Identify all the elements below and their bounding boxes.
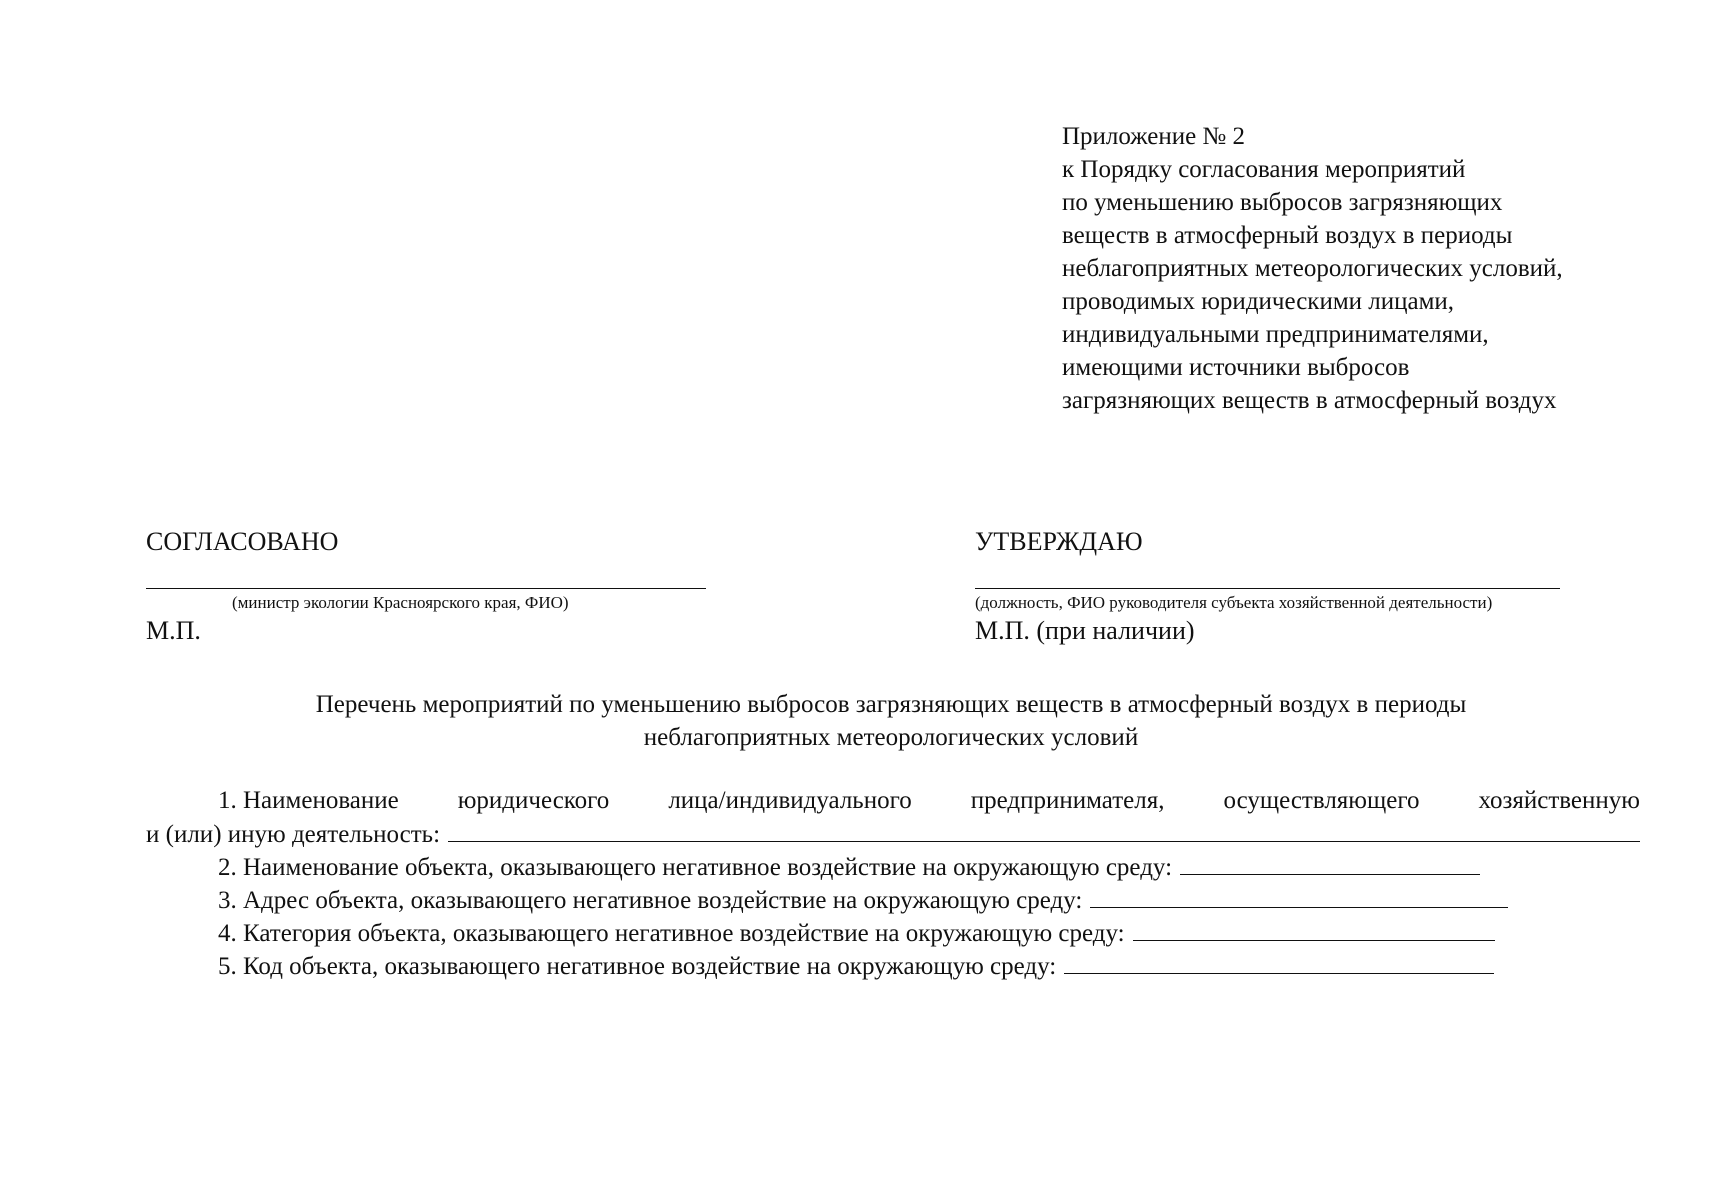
- item-1-line-2: [146, 817, 1640, 850]
- item-5-blank-field[interactable]: [1064, 949, 1494, 974]
- item-1-blank-field[interactable]: [448, 817, 1640, 842]
- appendix-line: к Порядку согласования мероприятий: [1062, 156, 1466, 183]
- document-title-line-1: Перечень мероприятий по уменьшению выбросов загрязняющих веществ в атмосферный воздух в периоды: [315, 691, 1467, 718]
- approve-heading: УТВЕРЖДАЮ: [975, 527, 1143, 556]
- agreed-signature-line: [146, 588, 706, 589]
- approve-signature-line: [975, 588, 1560, 589]
- agreed-stamp: М.П.: [146, 616, 201, 645]
- appendix-line: веществ в атмосферный воздух в периоды: [1062, 222, 1513, 249]
- agreed-heading: СОГЛАСОВАНО: [146, 527, 339, 556]
- item-2-blank-field[interactable]: [1180, 850, 1480, 875]
- item-1-word: хозяйственную: [1478, 787, 1640, 814]
- document-title-line-2: неблагоприятных метеорологических условий: [643, 724, 1139, 751]
- item-3-label: 3. Адрес объекта, оказывающего негативное воздействие на окружающую среду:: [218, 887, 1083, 914]
- approve-caption: (должность, ФИО руководителя субъекта хозяйственной деятельности): [975, 593, 1493, 612]
- appendix-line: загрязняющих веществ в атмосферный воздух: [1062, 387, 1557, 414]
- appendix-line: индивидуальными предпринимателями,: [1062, 321, 1489, 348]
- document-title: [146, 688, 1636, 754]
- item-4-blank-field[interactable]: [1133, 916, 1495, 941]
- item-1-word: предпринимателя,: [970, 787, 1165, 814]
- appendix-line: по уменьшению выбросов загрязняющих: [1062, 189, 1503, 216]
- item-2: [146, 850, 1640, 883]
- item-1-word: 1. Наименование: [218, 787, 399, 814]
- item-1-line-1: [146, 784, 1640, 817]
- appendix-line: неблагоприятных метеорологических условий,: [1062, 255, 1563, 282]
- appendix-line: проводимых юридическими лицами,: [1062, 288, 1455, 315]
- appendix-line: имеющими источники выбросов: [1062, 354, 1410, 381]
- approve-stamp: М.П. (при наличии): [975, 616, 1195, 645]
- item-4-label: 4. Категория объекта, оказывающего негативное воздействие на окружающую среду:: [218, 920, 1125, 947]
- appendix-header: [1062, 120, 1682, 417]
- item-1-word: осуществляющего: [1223, 787, 1420, 814]
- item-5-label: 5. Код объекта, оказывающего негативное воздействие на окружающую среду:: [218, 953, 1057, 980]
- appendix-line: Приложение № 2: [1062, 123, 1246, 150]
- item-2-label: 2. Наименование объекта, оказывающего негативное воздействие на окружающую среду:: [218, 854, 1173, 881]
- item-3-blank-field[interactable]: [1090, 883, 1508, 908]
- agreed-caption: (министр экологии Красноярского края, ФИО): [232, 593, 569, 612]
- item-1-word: юридического: [457, 787, 610, 814]
- item-1-continuation: и (или) иную деятельность:: [146, 821, 441, 848]
- item-1-word: лица/индивидуального: [668, 787, 912, 814]
- item-4: [146, 916, 1640, 949]
- items-list: [146, 784, 1640, 982]
- item-3: [146, 883, 1640, 916]
- item-5: [146, 949, 1640, 982]
